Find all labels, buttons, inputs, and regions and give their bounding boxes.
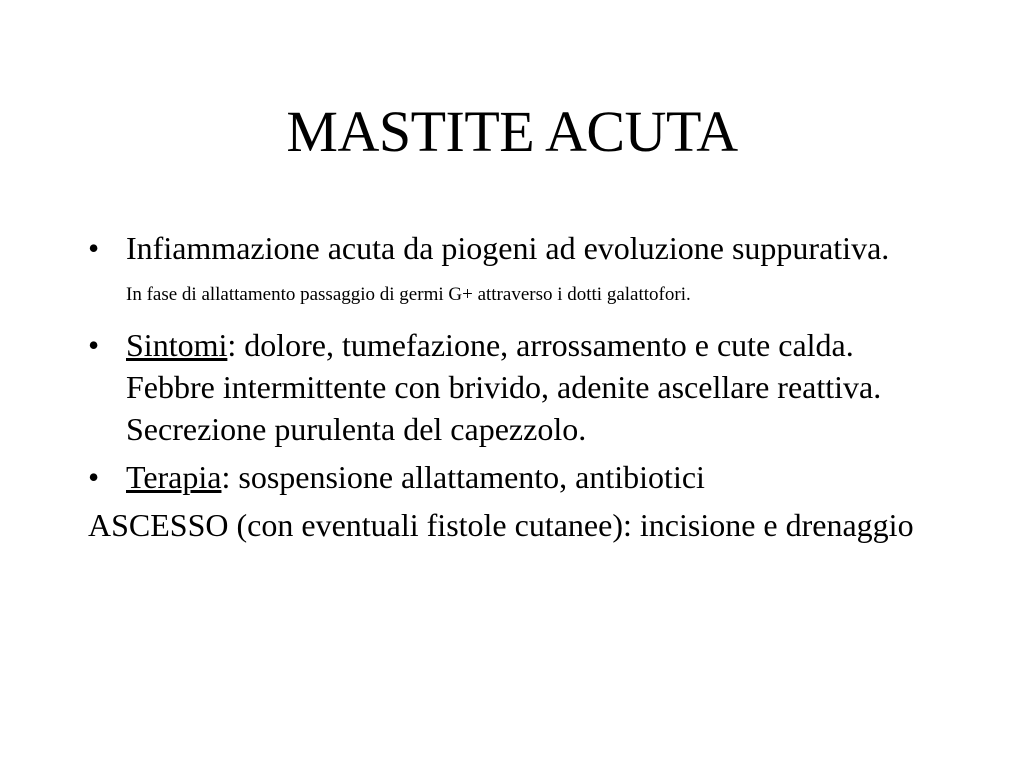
terapia-label: Terapia [126, 459, 222, 495]
bullet-icon: • [88, 230, 100, 266]
terapia-text: : sospensione allattamento, antibiotici [221, 459, 705, 495]
bullet-icon: • [88, 459, 100, 495]
bullet-item-infiammazione [88, 227, 948, 269]
allattamento-note: In fase di allattamento passaggio di germi G+ attraverso i dotti galattofori. [126, 284, 691, 305]
bullet-icon: • [88, 327, 100, 363]
slide-content [88, 227, 948, 546]
slide-title: MASTITE ACUTA [286, 99, 738, 164]
bullet-item-terapia [88, 456, 948, 498]
sintomi-text: : dolore, tumefazione, arrossamento e cute calda. Febbre intermittente con brivido, adenite ascellare reattiva. Secrezione purulenta del capezzolo. [126, 327, 882, 447]
sintomi-label: Sintomi [126, 327, 228, 363]
bullet-item-sintomi [88, 324, 948, 450]
ascesso-line: ASCESSO (con eventuali fistole cutanee): incisione e drenaggio [88, 507, 914, 543]
bullet-text: Infiammazione acuta da piogeni ad evoluzione suppurativa. [126, 230, 890, 266]
